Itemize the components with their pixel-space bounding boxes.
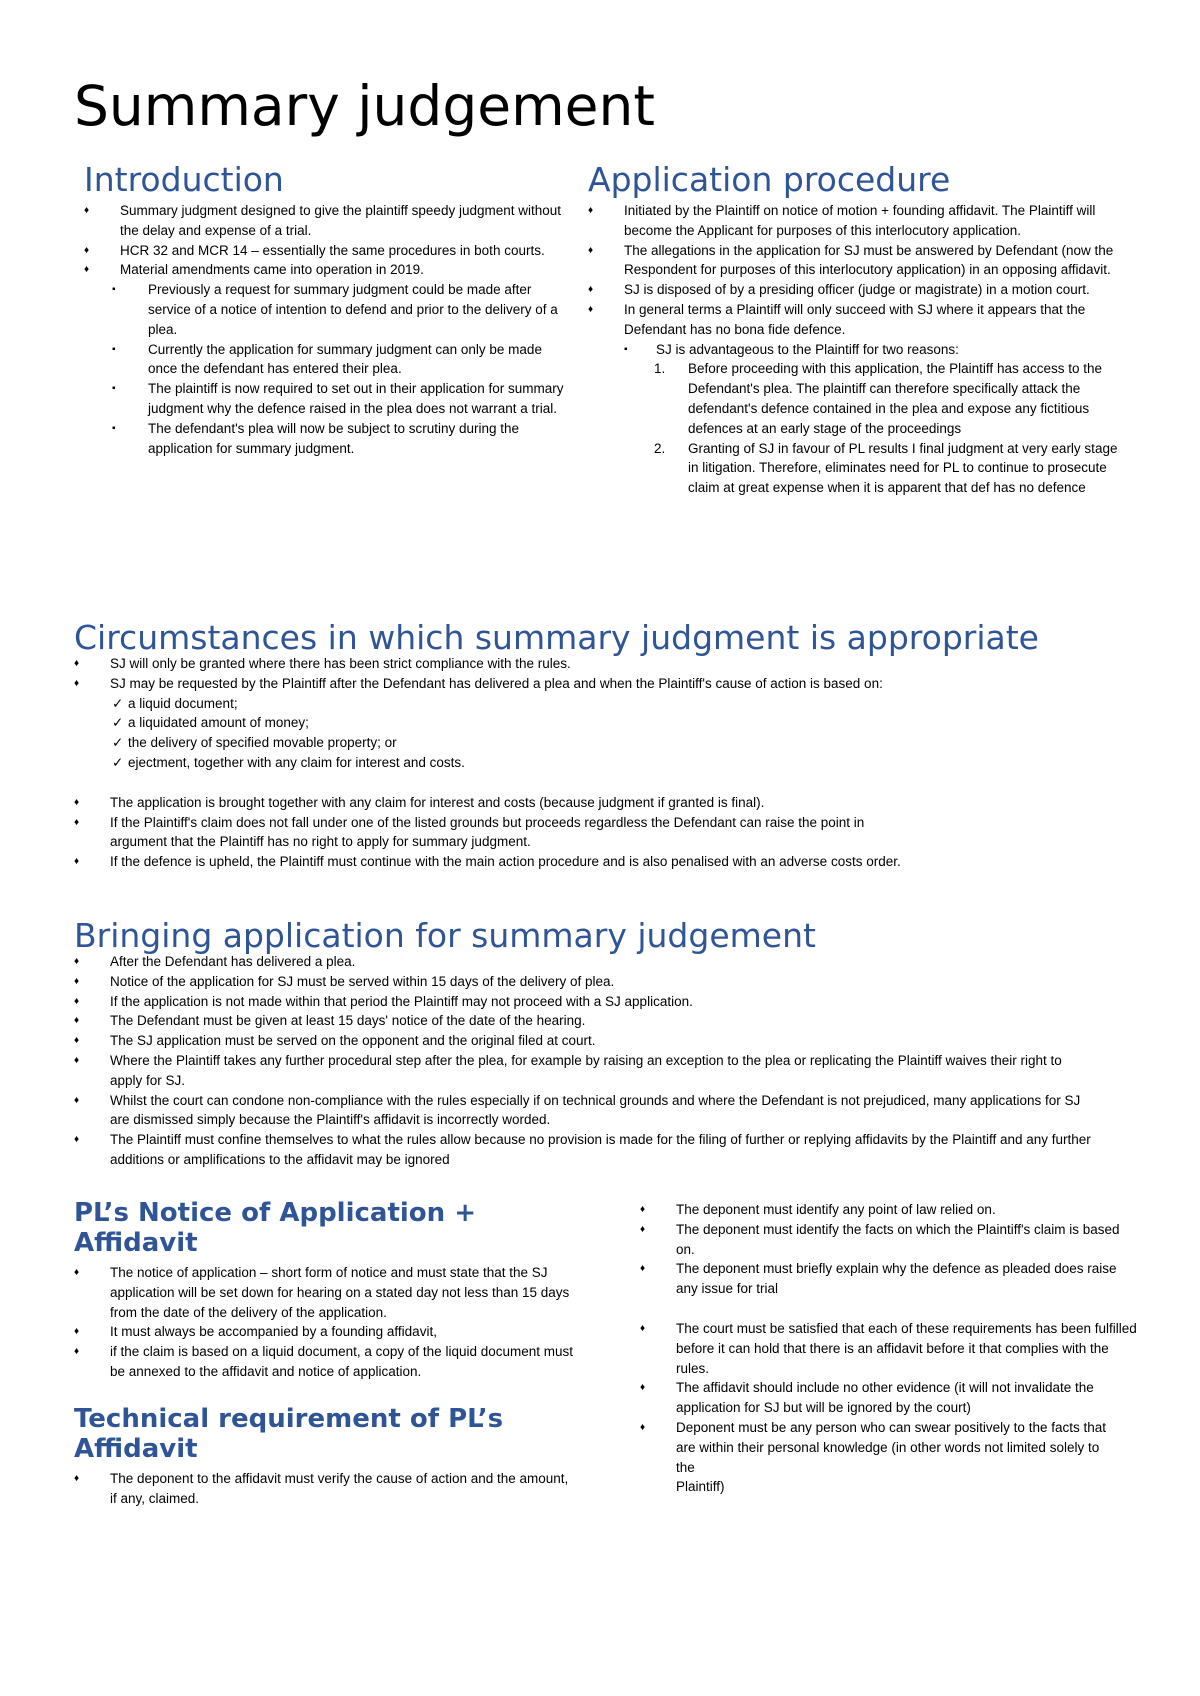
check-item: ✓ the delivery of specified movable property; or [112, 733, 1134, 753]
circumstances-list [74, 654, 1134, 694]
bringing-application-section [74, 918, 1134, 1170]
list-item-text: Material amendments came into operation in 2019. [120, 262, 424, 278]
reason-item [654, 439, 1128, 498]
list-item: ♦ Where the Plaintiff takes any further procedural step after the plea, for example by raising an exception to the plea or replicating the Plaintiff waives their right to apply for SJ. [74, 1051, 1134, 1091]
circumstances-list-2 [74, 793, 1134, 872]
list-item-tail: rules. [676, 1360, 710, 1376]
list-item: ♦ After the Defendant has delivered a plea. [74, 952, 1134, 972]
technical-heading: Technical requirement of PL’s Affidavit [74, 1404, 504, 1464]
notice-section [74, 1198, 574, 1382]
grounds-checklist [112, 694, 1134, 773]
list-item [84, 260, 572, 458]
list-item: ♦ The deponent must identify any point of law relied on. [640, 1200, 1140, 1220]
sub-list-item: ▪ Previously a request for summary judgment could be made after service of a notice of intention to defend and prior to the delivery of a plea. [112, 280, 572, 339]
introduction-list [84, 201, 572, 458]
reasons-list [654, 359, 1128, 498]
requirements-section [640, 1200, 1140, 1497]
list-item [588, 300, 1128, 498]
list-item: ♦ If the application is not made within that period the Plaintiff may not proceed with a SJ application. [74, 992, 1134, 1012]
sub-list-item: ▪ The defendant's plea will now be subject to scrutiny during the application for summary judgment. [112, 419, 572, 459]
list-item: ♦ The Plaintiff must confine themselves to what the rules allow because no provision is made for the filing of further or replying affidavits by the Plaintiff and any further additions or amplifications to the affidavit may be ignored [74, 1130, 1134, 1170]
circumstances-section [74, 620, 1134, 872]
notice-heading: PL’s Notice of Application + Affidavit [74, 1198, 477, 1258]
requirements-list-2 [640, 1319, 1140, 1497]
list-item: ♦ Summary judgment designed to give the plaintiff speedy judgment without the delay and expense of a trial. [84, 201, 572, 241]
list-item [640, 1319, 1140, 1378]
introduction-heading: Introduction [84, 160, 284, 199]
reason-item [654, 359, 1128, 438]
requirements-list [640, 1200, 1140, 1299]
check-item: ✓ a liquidated amount of money; [112, 713, 1134, 733]
list-item: ♦ The application is brought together with any claim for interest and costs (because judgment if granted is final). [74, 793, 1134, 813]
circumstances-heading: Circumstances in which summary judgment is appropriate [74, 618, 1039, 657]
reason-number: 2. [654, 440, 666, 456]
application-procedure-section [588, 162, 1128, 498]
technical-list [74, 1469, 574, 1509]
introduction-sublist [112, 280, 572, 458]
list-item: ♦ Initiated by the Plaintiff on notice of motion + founding affidavit. The Plaintiff will become the Applicant for purposes of this interlocutory application. [588, 201, 1128, 241]
list-item-text: Deponent must be any person who can swear positively to the facts that are within their personal knowledge (in other words not limited solely to the [676, 1419, 1106, 1475]
sub-list-item: ▪ The plaintiff is now required to set out in their application for summary judgment why the defence raised in the plea does not warrant a trial. [112, 379, 572, 419]
list-item: ♦ The deponent must briefly explain why the defence as pleaded does raise any issue for trial [640, 1259, 1140, 1299]
list-item: ♦ The deponent must identify the facts on which the Plaintiff's claim is based on. [640, 1220, 1140, 1260]
list-item: ♦ The notice of application – short form of notice and must state that the SJ application will be set down for hearing on a stated day not less than 15 days from the date of the delivery of the application. [74, 1263, 574, 1322]
application-procedure-heading: Application procedure [588, 160, 951, 199]
list-item: ♦ The deponent to the affidavit must verify the cause of action and the amount, if any, claimed. [74, 1469, 574, 1509]
bringing-application-list [74, 952, 1134, 1170]
list-item-tail: Plaintiff) [676, 1479, 725, 1495]
list-item: ♦ If the Plaintiff's claim does not fall under one of the listed grounds but proceeds regardless the Defendant can raise the point in argument that the Plaintiff has no right to apply for summary judgment. [74, 813, 1134, 853]
list-item: ♦ SJ will only be granted where there has been strict compliance with the rules. [74, 654, 1134, 674]
list-item: ♦ if the claim is based on a liquid document, a copy of the liquid document must be annexed to the affidavit and notice of application. [74, 1342, 574, 1382]
list-item: ♦ SJ may be requested by the Plaintiff after the Defendant has delivered a plea and when the Plaintiff's cause of action is based on: [74, 674, 1134, 694]
bringing-application-heading: Bringing application for summary judgement [74, 916, 816, 955]
application-procedure-list [588, 201, 1128, 498]
reason-number: 1. [654, 361, 666, 377]
list-item: ♦ HCR 32 and MCR 14 – essentially the same procedures in both courts. [84, 241, 572, 261]
sub-list-item-text: SJ is advantageous to the Plaintiff for two reasons: [656, 341, 959, 357]
reason-text: Before proceeding with this application, the Plaintiff has access to the Defendant's plea. The plaintiff can therefore specifically attack the defendant's defence contained in the plea and expose any fictitious defences at an early stage of the proceedings [688, 361, 1102, 436]
notice-list [74, 1263, 574, 1382]
list-item-text: In general terms a Plaintiff will only succeed with SJ where it appears that the Defendant has no bona fide defence. [624, 301, 1086, 337]
list-item: ♦ The SJ application must be served on the opponent and the original filed at court. [74, 1031, 1134, 1051]
list-item [640, 1418, 1140, 1497]
sub-list-item: ▪ Currently the application for summary judgment can only be made once the defendant has entered their plea. [112, 340, 572, 380]
check-item: ✓ a liquid document; [112, 694, 1134, 714]
check-item: ✓ ejectment, together with any claim for interest and costs. [112, 753, 1134, 773]
list-item: ♦ The Defendant must be given at least 15 days' notice of the date of the hearing. [74, 1011, 1134, 1031]
list-item: ♦ The affidavit should include no other evidence (it will not invalidate the application for SJ but will be ignored by the court) [640, 1378, 1140, 1418]
list-item: ♦ The allegations in the application for SJ must be answered by Defendant (now the Respondent for purposes of this interlocutory application) in an opposing affidavit. [588, 241, 1128, 281]
list-item: ♦ SJ is disposed of by a presiding officer (judge or magistrate) in a motion court. [588, 280, 1128, 300]
sub-list-item [624, 340, 1128, 498]
list-item-text: The court must be satisfied that each of these requirements has been fulfilled before it can hold that there is an affidavit before it that complies with the [676, 1320, 1137, 1356]
list-item: ♦ Whilst the court can condone non-compliance with the rules especially if on technical grounds and where the Defendant is not prejudiced, many applications for SJ are dismissed simply because the Plaintiff's affidavit is incorrectly worded. [74, 1091, 1134, 1131]
technical-section [74, 1404, 574, 1509]
list-item: ♦ It must always be accompanied by a founding affidavit, [74, 1322, 574, 1342]
application-procedure-sublist [624, 340, 1128, 498]
page-title: Summary judgement [74, 74, 655, 138]
list-item: ♦ Notice of the application for SJ must be served within 15 days of the delivery of plea. [74, 972, 1134, 992]
list-item: ♦ If the defence is upheld, the Plaintiff must continue with the main action procedure and is also penalised with an adverse costs order. [74, 852, 1134, 872]
reason-text: Granting of SJ in favour of PL results I final judgment at very early stage in litigation. Therefore, eliminates need for PL to continue to prosecute claim at great expense when it is apparent that def has no defence [688, 440, 1118, 496]
introduction-section [84, 162, 572, 458]
